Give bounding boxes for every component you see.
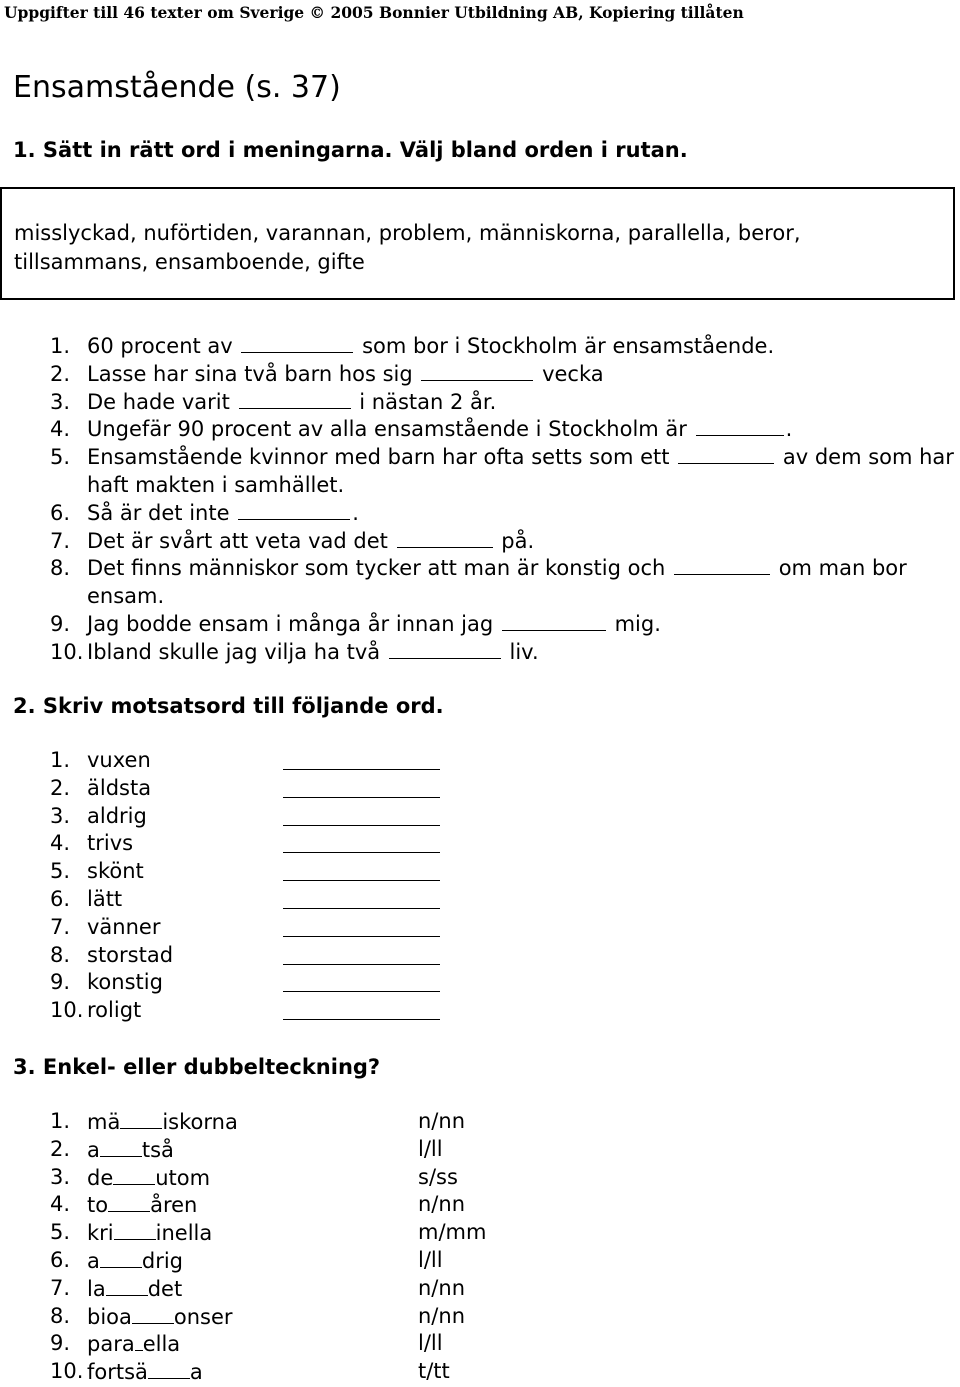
- item-number: 4.: [50, 417, 71, 442]
- exercise-2-item: [50, 803, 173, 831]
- exercise-2-item: [50, 830, 173, 858]
- exercise-2-heading: 2. Skriv motsatsord till följande ord.: [13, 694, 444, 718]
- exercise-3-heading: 3. Enkel- eller dubbelteckning?: [13, 1055, 381, 1079]
- word-start: mä: [87, 1110, 121, 1134]
- sentence-after: .: [352, 500, 359, 525]
- item-number: 3.: [50, 389, 71, 414]
- item-number: 9.: [50, 1331, 71, 1356]
- exercise-1-item: [50, 528, 955, 556]
- sentence-before: Ensamstående kvinnor med barn har ofta setts som ett: [87, 445, 670, 470]
- item-number: 6.: [50, 500, 71, 525]
- answer-blank[interactable]: [389, 657, 501, 659]
- word-end: inella: [155, 1221, 213, 1246]
- exercise-1-list: [50, 333, 955, 667]
- word: roligt: [87, 998, 142, 1023]
- exercise-2-item: [50, 969, 173, 997]
- answer-line[interactable]: [283, 964, 440, 965]
- word-end: det: [147, 1276, 183, 1301]
- word: äldsta: [87, 775, 152, 800]
- answer-line[interactable]: [283, 908, 440, 909]
- item-number: 5.: [50, 1220, 71, 1245]
- item-number: 9.: [50, 611, 71, 636]
- item-number: 10.: [50, 639, 84, 664]
- item-number: 8.: [50, 942, 71, 967]
- spelling-option: m/mm: [418, 1220, 487, 1245]
- sentence-before: 60 procent av: [87, 334, 233, 358]
- item-number: 2.: [50, 1136, 71, 1161]
- sentence-before: Så är det inte: [87, 500, 230, 525]
- item-number: 7.: [50, 914, 71, 939]
- exercise-3-item: [50, 1136, 587, 1164]
- word: skönt: [87, 859, 144, 884]
- exercise-2-item: [50, 942, 173, 970]
- letter-blank[interactable]: [100, 1247, 142, 1268]
- item-number: 2.: [50, 775, 71, 800]
- answer-line[interactable]: [283, 936, 440, 937]
- item-number: 7.: [50, 528, 71, 553]
- word-box: misslyckad, nuförtiden, varannan, problem, människorna, parallella, beror, tillsammans, ensamboende, gifte: [0, 187, 955, 300]
- answer-line[interactable]: [283, 852, 440, 853]
- spelling-option: l/ll: [418, 1247, 443, 1272]
- answer-line[interactable]: [283, 1019, 440, 1020]
- spelling-option: n/nn: [418, 1275, 466, 1300]
- exercise-3-item: [50, 1191, 587, 1219]
- item-number: 9.: [50, 970, 71, 995]
- exercise-2-item: [50, 775, 173, 803]
- sentence-before: Ibland skulle jag vilja ha två: [87, 639, 381, 664]
- sentence-after: i nästan 2 år.: [359, 389, 497, 414]
- sentence-after: som bor i Stockholm är ensamstående.: [362, 334, 775, 358]
- spelling-option: t/tt: [418, 1359, 450, 1384]
- answer-line[interactable]: [283, 880, 440, 881]
- exercise-3-item: [50, 1164, 587, 1192]
- answer-blank[interactable]: [502, 629, 606, 631]
- sentence-before: Jag bodde ensam i många år innan jag: [87, 611, 494, 636]
- exercise-1-item: [50, 444, 955, 500]
- word-start: to: [87, 1193, 109, 1218]
- exercise-1-item: [50, 416, 955, 444]
- exercise-3-item: [50, 1275, 587, 1303]
- word-start: de: [87, 1165, 114, 1190]
- word: storstad: [87, 942, 174, 967]
- answer-blank[interactable]: [678, 462, 774, 464]
- item-number: 3.: [50, 1164, 71, 1189]
- answer-blank[interactable]: [397, 546, 493, 548]
- word: trivs: [87, 831, 134, 856]
- word-start: kri: [87, 1221, 114, 1246]
- sentence-after: mig.: [614, 611, 661, 636]
- answer-line[interactable]: [283, 797, 440, 798]
- letter-blank[interactable]: [108, 1191, 150, 1212]
- sentence-after: av dem som har haft makten i samhället.: [87, 445, 954, 497]
- spelling-option: l/ll: [418, 1136, 443, 1161]
- letter-blank[interactable]: [114, 1219, 156, 1240]
- spelling-option: n/nn: [418, 1192, 466, 1217]
- answer-blank[interactable]: [239, 407, 351, 409]
- exercise-1-item: [50, 333, 955, 361]
- answer-line[interactable]: [283, 991, 440, 992]
- sentence-before: De hade varit: [87, 389, 230, 414]
- answer-blank[interactable]: [696, 434, 784, 436]
- exercise-1-item: [50, 500, 955, 528]
- spelling-option: l/ll: [418, 1331, 443, 1356]
- word-end: iskorna: [162, 1110, 238, 1134]
- word: vänner: [87, 914, 161, 939]
- exercise-1-item: [50, 389, 955, 417]
- letter-blank[interactable]: [120, 1108, 162, 1129]
- word-end: a: [189, 1360, 203, 1385]
- exercise-2-item: [50, 997, 173, 1025]
- sentence-before: Det är svårt att veta vad det: [87, 528, 388, 553]
- spelling-option: n/nn: [418, 1109, 466, 1133]
- exercise-2-item: [50, 886, 173, 914]
- answer-line[interactable]: [283, 825, 440, 826]
- word-start: la: [87, 1276, 106, 1301]
- exercise-3-item: [50, 1330, 587, 1358]
- letter-blank[interactable]: [106, 1275, 148, 1296]
- exercise-3-item: [50, 1219, 587, 1247]
- word-start: a: [87, 1248, 100, 1273]
- item-number: 10.: [50, 998, 84, 1023]
- item-number: 3.: [50, 803, 71, 828]
- item-number: 4.: [50, 1192, 71, 1217]
- answer-line[interactable]: [283, 769, 440, 770]
- sentence-after: vecka: [542, 361, 604, 386]
- word-end: ella: [142, 1332, 181, 1357]
- sentence-after: om man bor ensam.: [87, 556, 907, 609]
- item-number: 7.: [50, 1275, 71, 1300]
- answer-blank[interactable]: [421, 379, 533, 381]
- sentence-after: liv.: [509, 639, 539, 664]
- word-end: drig: [141, 1248, 184, 1273]
- item-number: 8.: [50, 556, 71, 581]
- word: konstig: [87, 970, 163, 995]
- spelling-option: n/nn: [418, 1303, 466, 1328]
- letter-blank[interactable]: [113, 1164, 155, 1185]
- page-header: Uppgifter till 46 texter om Sverige © 2005 Bonnier Utbildning AB, Kopiering tillåten: [4, 3, 744, 22]
- word-end: tså: [141, 1137, 174, 1162]
- item-number: 8.: [50, 1303, 71, 1328]
- word-start: bioa: [87, 1304, 132, 1329]
- exercise-2-item: [50, 858, 173, 886]
- exercise-3-item: [50, 1247, 587, 1275]
- spelling-option: s/ss: [418, 1164, 458, 1189]
- exercise-1-item: [50, 639, 955, 667]
- exercise-1-heading: 1. Sätt in rätt ord i meningarna. Välj bland orden i rutan.: [13, 138, 688, 162]
- word: aldrig: [87, 803, 147, 828]
- exercise-1-item: [50, 361, 955, 389]
- item-number: 6.: [50, 886, 71, 911]
- letter-blank[interactable]: [100, 1136, 142, 1157]
- sentence-after: .: [785, 417, 793, 442]
- letter-blank[interactable]: [135, 1330, 143, 1351]
- exercise-1-item: [50, 555, 955, 611]
- letter-blank[interactable]: [132, 1303, 174, 1324]
- item-number: 10.: [50, 1359, 84, 1384]
- word-end: åren: [150, 1193, 198, 1218]
- answer-blank[interactable]: [674, 573, 770, 575]
- sentence-before: Ungefär 90 procent av alla ensamstående i Stockholm är: [87, 417, 687, 442]
- exercise-3-list: [50, 1108, 587, 1386]
- exercise-2-item: [50, 747, 173, 775]
- answer-blank[interactable]: [241, 351, 353, 353]
- item-number: 4.: [50, 831, 71, 856]
- exercise-3-item: [50, 1358, 587, 1386]
- word-start: a: [87, 1137, 100, 1162]
- letter-blank[interactable]: [148, 1358, 190, 1379]
- item-number: 5.: [50, 859, 71, 884]
- word: lätt: [87, 886, 123, 911]
- item-number: 5.: [50, 445, 71, 470]
- item-number: 1.: [50, 1109, 71, 1133]
- word: vuxen: [87, 748, 151, 772]
- sentence-before: Det finns människor som tycker att man är konstig och: [87, 556, 666, 581]
- item-number: 1.: [50, 334, 71, 358]
- sentence-before: Lasse har sina två barn hos sig: [87, 361, 413, 386]
- exercise-2-list: [50, 747, 173, 1025]
- word-start: para: [87, 1332, 135, 1357]
- word-start: fortsä: [87, 1360, 148, 1385]
- item-number: 6.: [50, 1247, 71, 1272]
- exercise-3-item: [50, 1108, 587, 1136]
- exercise-2-item: [50, 914, 173, 942]
- exercise-3-item: [50, 1303, 587, 1331]
- answer-blank[interactable]: [238, 518, 350, 520]
- sentence-after: på.: [501, 528, 535, 553]
- item-number: 1.: [50, 748, 71, 772]
- exercise-1-item: [50, 611, 955, 639]
- word-end: onser: [173, 1304, 233, 1329]
- page-title: Ensamstående (s. 37): [13, 70, 341, 105]
- item-number: 2.: [50, 361, 71, 386]
- word-end: utom: [155, 1165, 211, 1190]
